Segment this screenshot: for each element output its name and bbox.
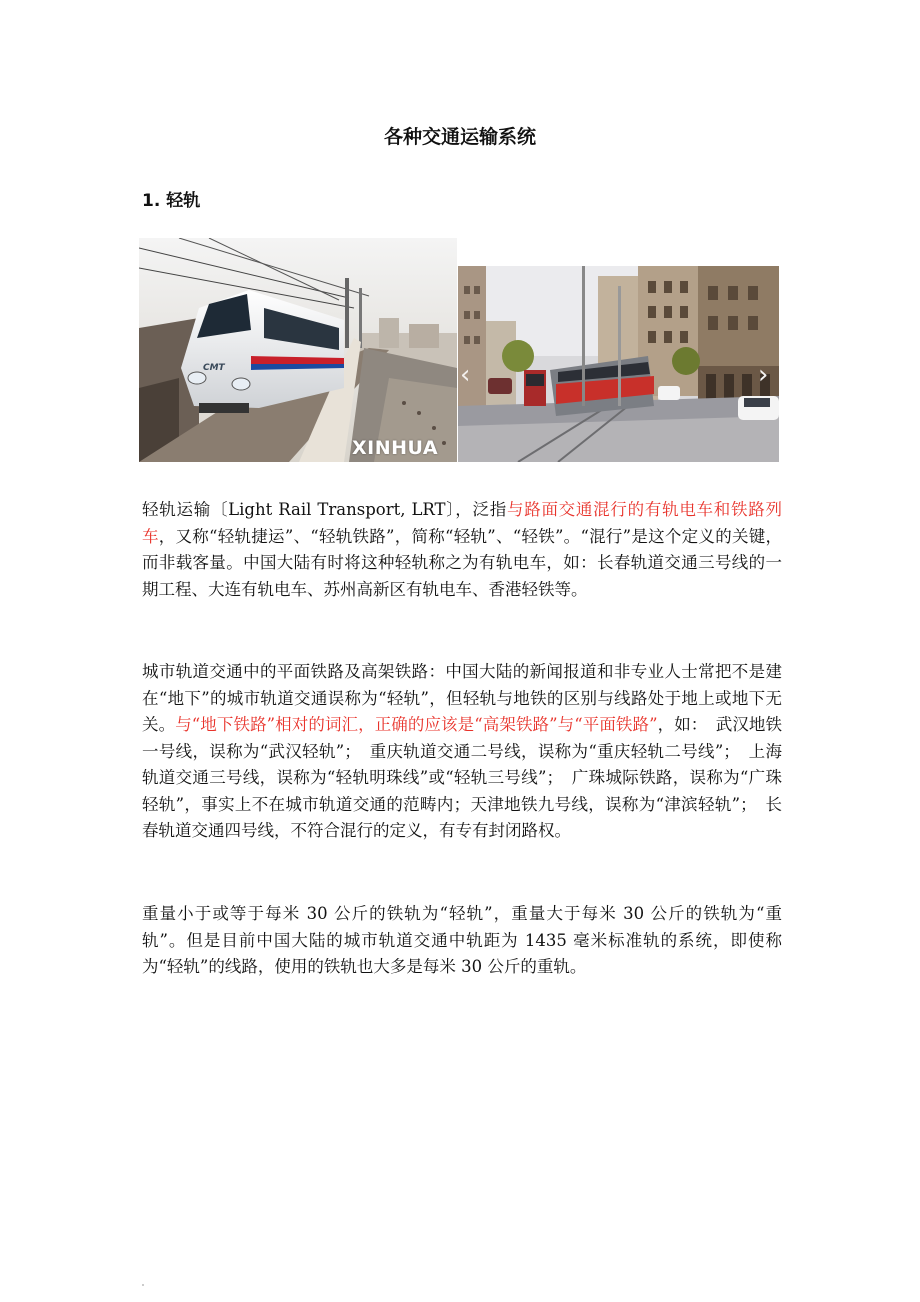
xinhua-watermark: XINHUA — [352, 437, 439, 459]
paragraph-text: 重量小于或等于每米 30 公斤的铁轨为“轻轨”，重量大于每米 30 公斤的铁轨为“重轨”。但是目前中国大陆的城市轨道交通中轨距为 1435 毫米标准轨的系统，即使称为“轻轨”的线路，使用的铁轨也大多是每米 30 公斤的重轨。 — [142, 904, 782, 976]
paragraph-misnomer-examples — [142, 659, 782, 845]
footer-mark — [142, 1284, 144, 1286]
street-tram-photo — [458, 266, 779, 462]
paragraph-rail-weight — [142, 901, 782, 981]
paragraph-text: ，又称“轻轨捷运”、“轻轨铁路”，简称“轻轨”、“轻铁”。“混行”是这个定义的关键，而非载客量。中国大陆有时将这种轻轨称之为有轨电车，如：长春轨道交通三号线的一期工程、大连有轨电车、苏州高新区有轨电车、香港轻铁等。 — [142, 526, 782, 599]
light-rail-train-photo — [139, 238, 457, 462]
highlighted-text: 与路面交通混行的有轨电车和铁路列车 — [142, 500, 782, 546]
chevron-right-icon[interactable]: › — [758, 360, 769, 390]
paragraph-text: ，如： 武汉地铁一号线，误称为“武汉轻轨”； 重庆轨道交通二号线，误称为“重庆轻轨二号线”； 上海轨道交通三号线，误称为“轻轨明珠线”或“轻轨三号线”； 广珠城际铁路，误称为“广珠轻轨”，事实上不在城市轨道交通的范畴内；天津地铁九号线，误称为“津滨轻轨”； 长春轨道交通四号线，不符合混行的定义，有专有封闭路权。 — [142, 715, 783, 840]
section-heading: 1. 轻轨 — [142, 191, 201, 211]
paragraph-text: 城市轨道交通中的平面铁路及高架铁路：中国大陆的新闻报道和非专业人士常把不是建在“地下”的城市轨道交通误称为“轻轨”，但轻轨与地铁的区别与线路处于地上或地下无关。 — [142, 662, 782, 734]
chevron-left-icon[interactable]: ‹ — [460, 360, 471, 390]
svg-text:CMT: CMT — [203, 363, 225, 373]
paragraph-text: 轻轨运输〔Light Rail Transport, LRT〕，泛指 — [142, 500, 507, 519]
page-title: 各种交通运输系统 — [383, 126, 536, 148]
paragraph-light-rail-definition — [142, 497, 782, 603]
highlighted-text: 与“地下铁路”相对的词汇，正确的应该是“高架铁路”与“平面铁路” — [175, 715, 658, 734]
